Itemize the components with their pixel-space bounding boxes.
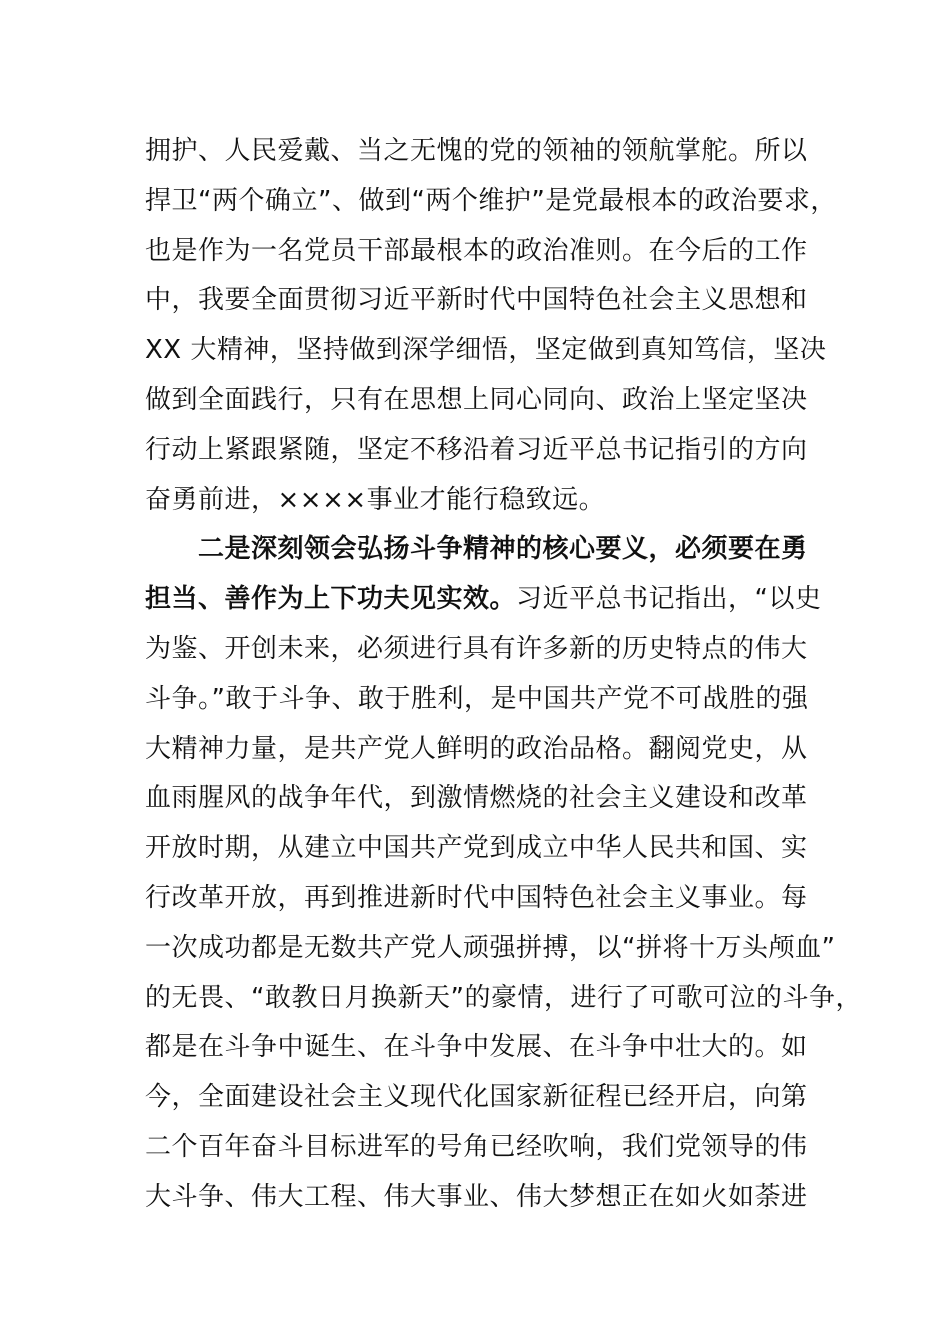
text-line: 大精神力量，是共产党人鲜明的政治品格。翻阅党史，从 bbox=[145, 733, 808, 764]
paragraph-heading-line bbox=[145, 525, 835, 575]
bold-heading: 二是深刻领会弘扬斗争精神的核心要义，必须要在勇 bbox=[145, 534, 808, 565]
text-line: 中，我要全面贯彻习近平新时代中国特色社会主义思想和 bbox=[145, 285, 808, 316]
text-line: 今，全面建设社会主义现代化国家新征程已经开启，向第 bbox=[145, 1082, 808, 1113]
body-text bbox=[145, 127, 862, 1223]
paragraph-heading-line: 担当、善作为上下功夫见实效。习近平总书记指出，“以史 bbox=[145, 584, 822, 615]
text-line: 行改革开放，再到推进新时代中国特色社会主义事业。每 bbox=[145, 882, 808, 913]
text-line: 的无畏、“敢教日月换新天”的豪情，进行了可歌可泣的斗争， bbox=[145, 982, 862, 1013]
text-line: 都是在斗争中诞生、在斗争中发展、在斗争中壮大的。如 bbox=[145, 1032, 808, 1063]
text-line: 拥护、人民爱戴、当之无愧的党的领袖的领航掌舵。所以 bbox=[145, 136, 808, 166]
text-line: 奋勇前进，××××事业才能行稳致远。 bbox=[145, 484, 606, 515]
text-line: 捍卫“两个确立”、做到“两个维护”是党最根本的政治要求， bbox=[145, 185, 837, 216]
text-line: 二个百年奋斗目标进军的号角已经吹响，我们党领导的伟 bbox=[145, 1131, 808, 1162]
text-line: 开放时期，从建立中国共产党到成立中华人民共和国、实 bbox=[145, 833, 808, 864]
text-line: 行动上紧跟紧随，坚定不移沿着习近平总书记指引的方向 bbox=[145, 434, 808, 465]
text-line: XX 大精神，坚持做到深学细悟，坚定做到真知笃信，坚决 bbox=[145, 335, 827, 366]
text-line: 血雨腥风的战争年代，到激情燃烧的社会主义建设和改革 bbox=[145, 783, 808, 814]
bold-heading: 担当、善作为上下功夫见实效。 bbox=[145, 584, 517, 615]
text-line: 斗争。”敢于斗争、敢于胜利，是中国共产党不可战胜的强 bbox=[145, 683, 809, 714]
text-line: 为鉴、开创未来，必须进行具有许多新的历史特点的伟大 bbox=[145, 633, 808, 664]
text-line: 做到全面践行，只有在思想上同心同向、政治上坚定坚决 bbox=[145, 384, 808, 415]
text-line: 一次成功都是无数共产党人顽强拼搏，以“拼将十万头颅血” bbox=[145, 932, 836, 963]
text-line: 也是作为一名党员干部最根本的政治准则。在今后的工作 bbox=[145, 235, 808, 266]
text-line: 大斗争、伟大工程、伟大事业、伟大梦想正在如火如荼进 bbox=[145, 1181, 808, 1212]
